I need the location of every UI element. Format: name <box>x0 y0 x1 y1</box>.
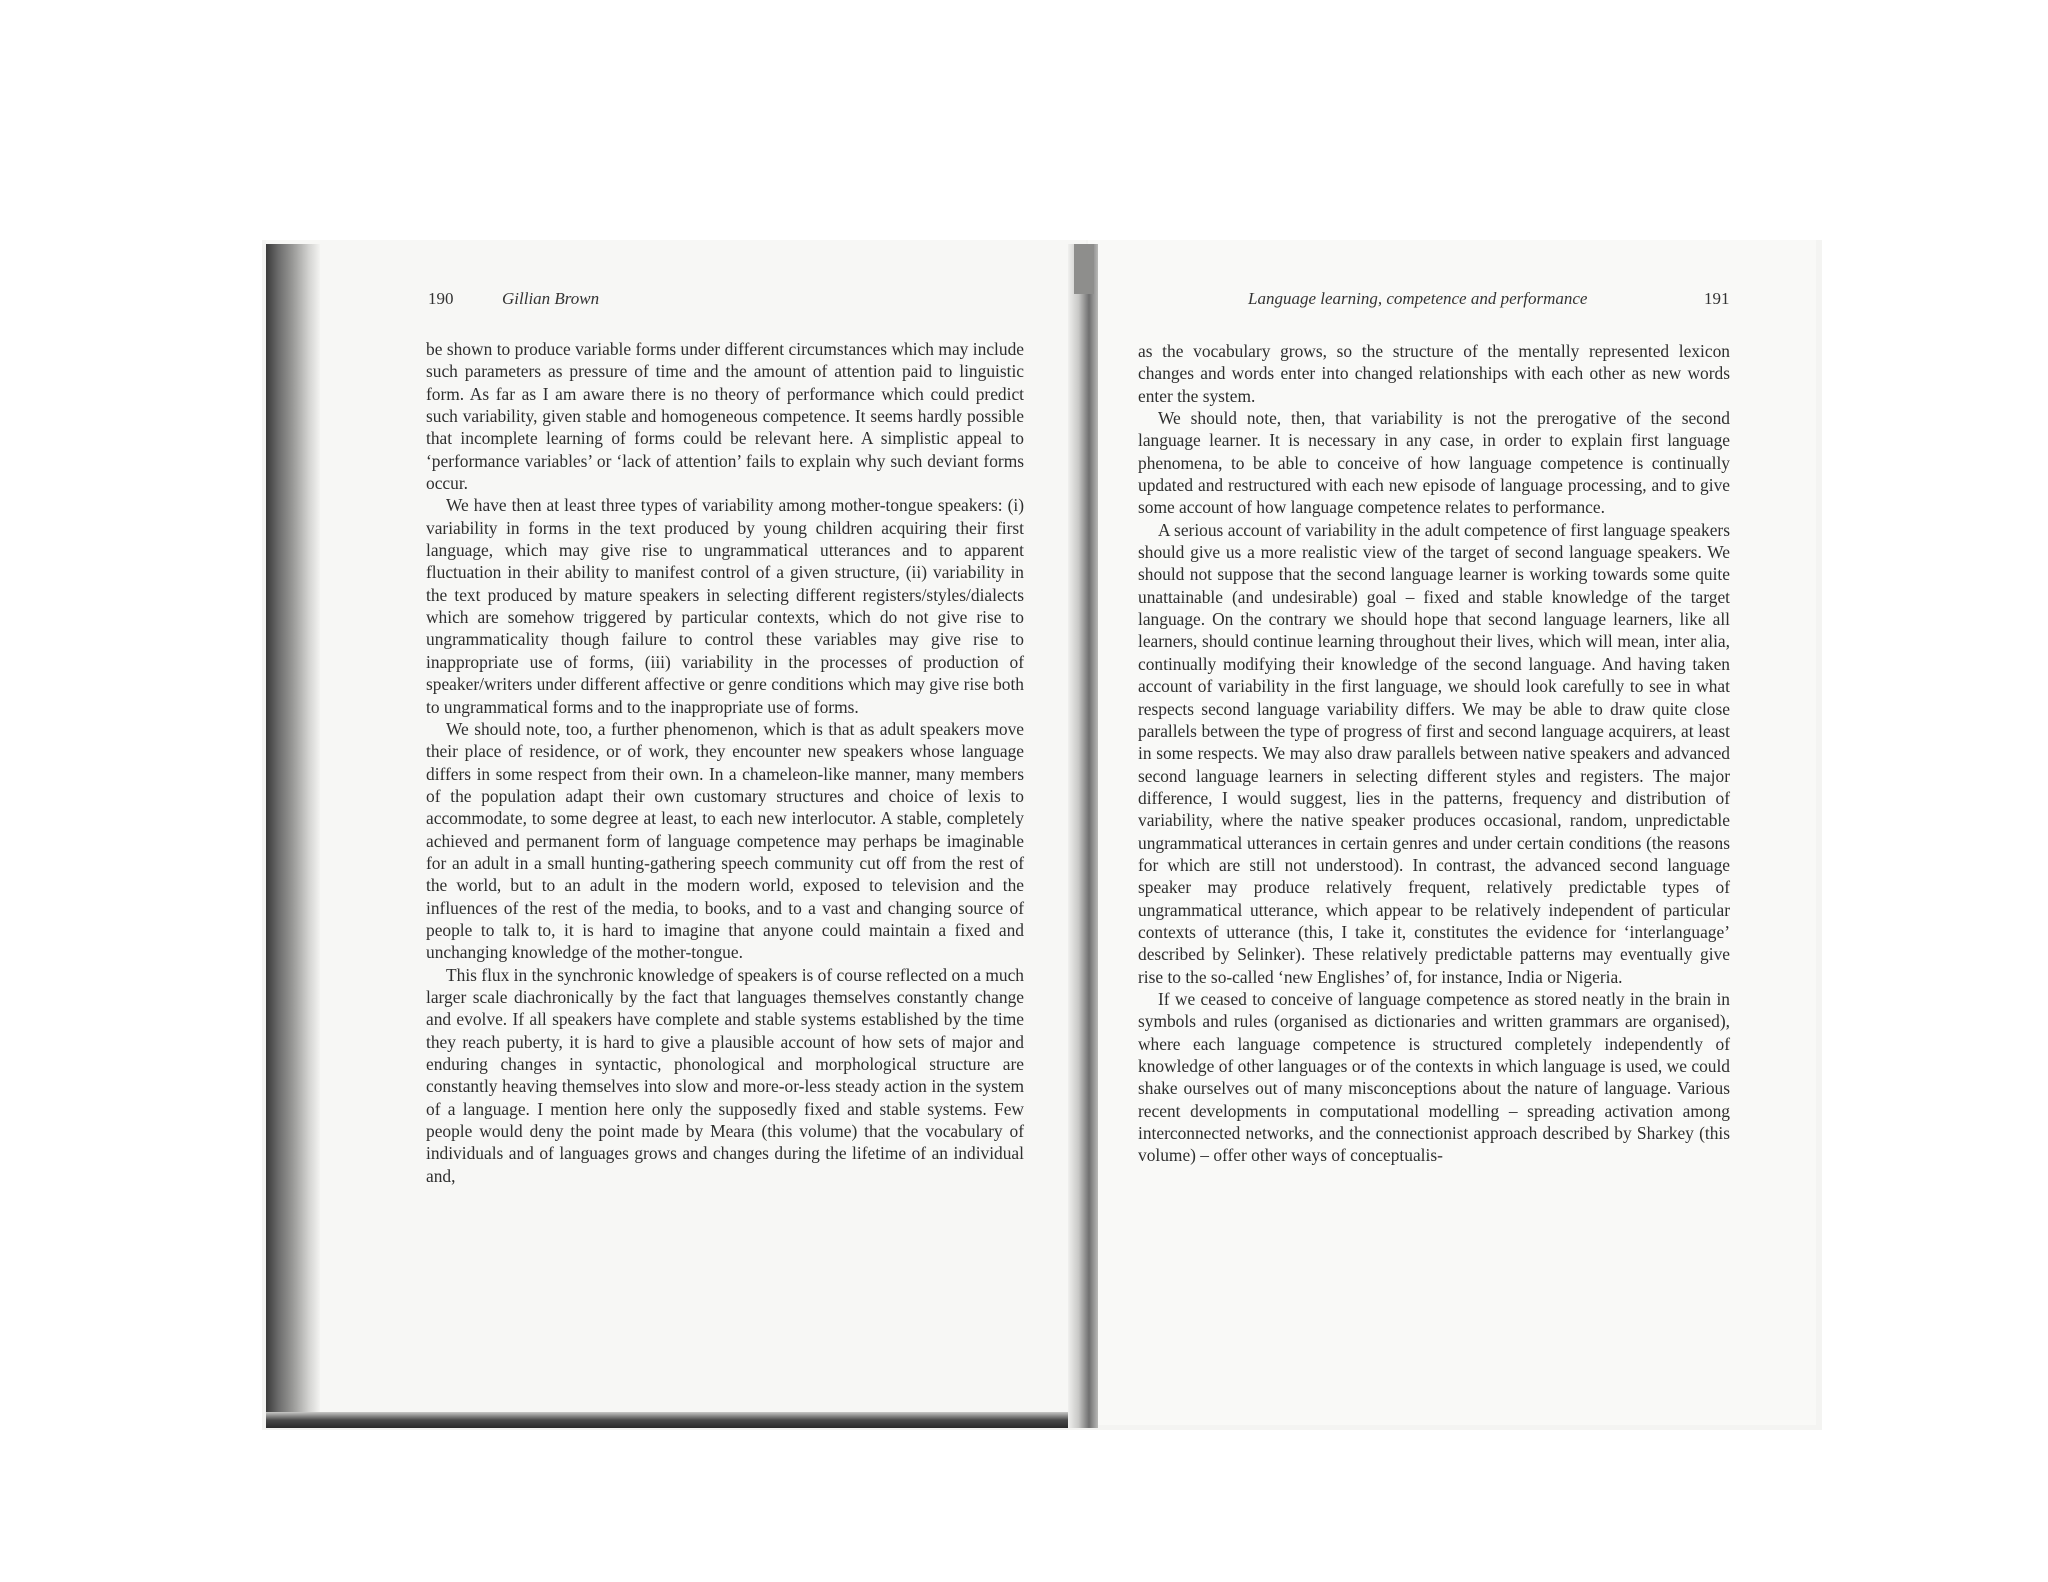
paragraph: This flux in the synchronic knowledge of speakers is of course reflected on a much larger scale diachronically by the fact that languages themselves constantly change and evolve. If all speakers have complete and stable systems established by the time they reach puberty, it is hard to give a plausible account of how sets of major and enduring changes in syntactic, phonological and morphological structure are constantly heaving themselves into slow and more-or-less steady action in the system of a language. I mention here only the supposedly fixed and stable systems. Few people would deny the point made by Meara (this volume) that the vocabulary of individuals and of languages grows and changes during the lifetime of an individual and, <box>426 964 1024 1186</box>
paragraph: We have then at least three types of variability among mother-tongue speakers: (i) variability in forms in the text produced by young children acquiring their first language, which may give rise to ungrammatical utterances and to apparent fluctuation in their ability to manifest control of a given structure, (ii) variability in the text produced by mature speakers in selecting different registers/styles/dialects which are somehow triggered by particular contexts, which do not give rise to ungrammaticality though failure to control these variables may give rise to inappropriate use of forms, (iii) variability in the processes of production of speaker/writers under different affective or genre conditions which may give rise both to ungrammatical forms and to the inappropriate use of forms. <box>426 495 1024 717</box>
paragraph: We should note, too, a further phenomenon, which is that as adult speakers move their place of residence, or of work, they encounter new speakers whose language differs in some respect from their own. In a chameleon-like manner, many members of the population adapt their own customary structures and choice of lexis to accommodate, to some degree at least, to each new interlocutor. A stable, completely achieved and permanent form of language competence may perhaps be imaginable for an adult in a small hunting-gathering speech community cut off from the rest of the world, but to an adult in the modern world, exposed to television and the influences of the rest of the media, to books, and to a vast and changing source of people to talk to, it is hard to imagine that anyone could maintain a fixed and unchanging knowledge of the mother-tongue. <box>426 718 1024 963</box>
left-running-head: Gillian Brown <box>502 289 600 308</box>
book-gutter <box>1068 244 1098 1428</box>
gutter-binding <box>1074 244 1094 294</box>
paragraph: be shown to produce variable forms under different circumstances which may include such parameters as pressure of time and the amount of attention paid to linguistic form. As far as I am aware there is no theory of performance which could predict such variability, given stable and homogeneous competence. It seems hardly possible that incomplete learning of forms could be relevant here. A simplistic appeal to ‘performance variables’ or ‘lack of attention’ fails to explain why such deviant forms occur. <box>426 339 1024 494</box>
left-page-body <box>426 338 1024 1187</box>
right-page-body <box>1138 340 1730 1167</box>
paragraph: We should note, then, that variability is not the prerogative of the second language learner. It is necessary in any case, in order to explain first language phenomena, to be able to conceive of how language competence is continually updated and restructured with each new episode of language processing, and to give some account of how language competence relates to performance. <box>1138 408 1730 518</box>
paragraph: A serious account of variability in the adult competence of first language speakers should give us a more realistic view of the target of second language speakers. We should not suppose that the second language learner is working towards some quite unattainable (and undesirable) goal – fixed and stable knowledge of the target language. On the contrary we should hope that second language learners, like all learners, should continue learning throughout their lives, which will mean, inter alia, continually modifying their knowledge of the second language. And having taken account of variability in the first language, we should look carefully to see in what respects second language variability differs. We may be able to draw quite close parallels between the type of progress of first and second language acquirers, at least in some respects. We may also draw parallels between native speakers and advanced second language learners in selecting different styles and registers. The major difference, I would suggest, lies in the patterns, frequency and distribution of variability, where the native speaker produces occasional, random, unpredictable ungrammatical utterances in certain genres and under certain conditions (the reasons for which are still not understood). In contrast, the advanced second language speaker may produce relatively frequent, relatively predictable types of ungrammatical utterance, which appear to be relatively independent of particular contexts of utterance (this, I take it, constitutes the evidence for ‘interlanguage’ described by Selinker). These relatively predictable patterns may eventually give rise to the so-called ‘new Englishes’ of, for instance, India or Nigeria. <box>1138 519 1730 987</box>
paragraph: as the vocabulary grows, so the structure of the mentally represented lexicon changes and words enter into changed relationships with each other as new words enter the system. <box>1138 341 1730 406</box>
right-running-head: Language learning, competence and performance <box>1248 289 1588 308</box>
left-page-edge-shadow <box>266 244 320 1428</box>
right-page-number: 191 <box>1704 289 1730 308</box>
paragraph: If we ceased to conceive of language competence as stored neatly in the brain in symbols and rules (organised as dictionaries and written grammars are organised), where each language competence is structured completely independently of knowledge of other languages or of the contexts in which language is used, we could shake ourselves out of many misconceptions about the nature of language. Various recent developments in computational modelling – spreading activation among interconnected networks, and the connectionist approach described by Sharkey (this volume) – offer other ways of conceptualis- <box>1138 988 1730 1166</box>
left-page-number: 190 <box>428 289 454 308</box>
bottom-page-edge <box>266 1412 1086 1428</box>
